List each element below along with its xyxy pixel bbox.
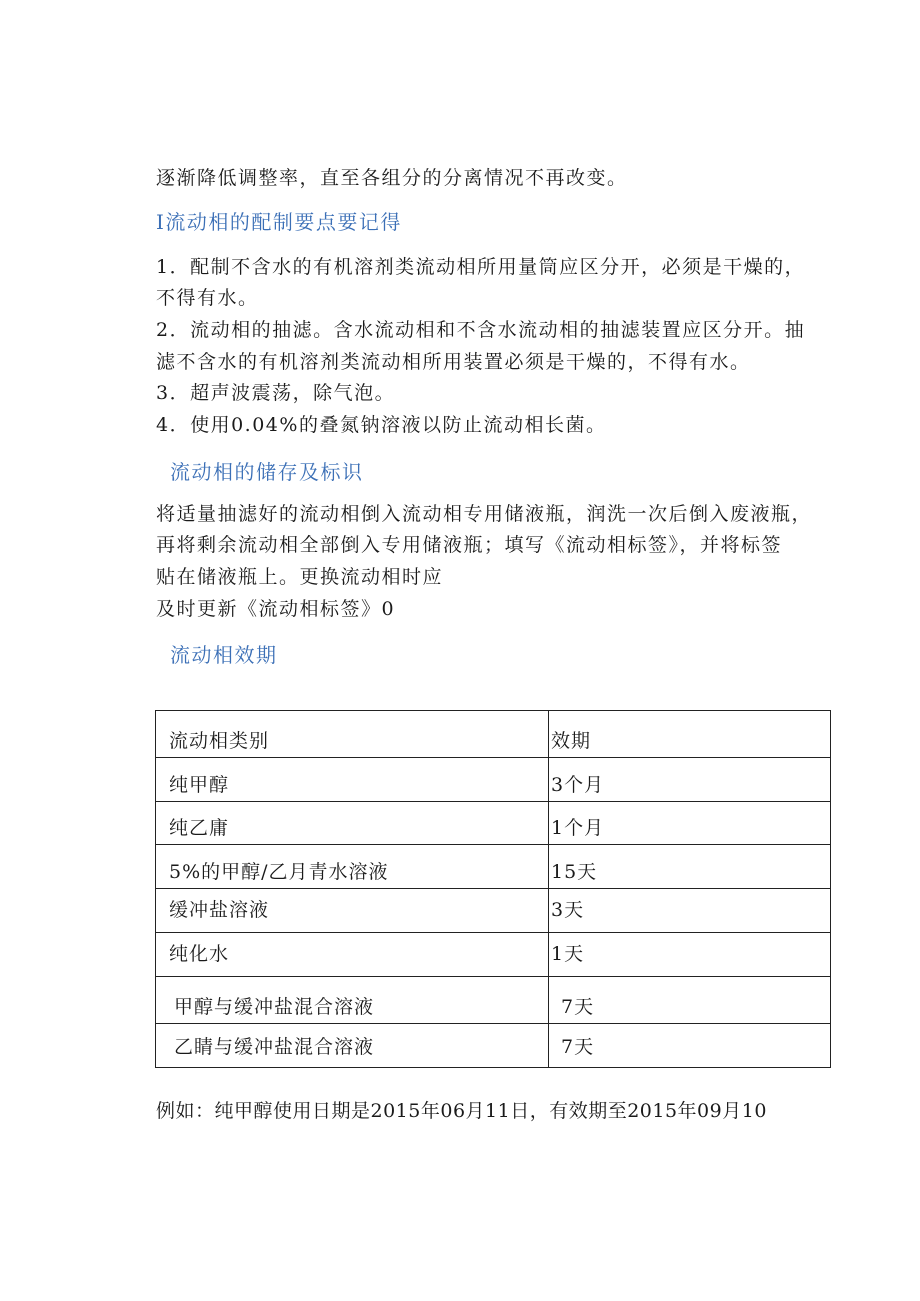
row-period: 1个月	[549, 802, 831, 845]
prep-item-number: 1	[156, 256, 170, 278]
prep-item-1-line-1	[156, 255, 805, 279]
prep-item-3-line-1	[156, 381, 395, 405]
prep-item-4-line-1	[156, 413, 606, 437]
row-category: 5%的甲醇/乙月青水溶液	[156, 845, 549, 889]
validity-table	[155, 710, 831, 1068]
row-period: 15天	[549, 845, 831, 889]
table-header-row	[156, 711, 831, 758]
storage-line-1: 将适量抽滤好的流动相倒入流动相专用储液瓶，润洗一次后倒入废液瓶，	[156, 503, 813, 525]
table-row	[156, 758, 831, 802]
prep-item-text: ．流动相的抽滤。含水流动相和不含水流动相的抽滤装置应区分开。抽	[169, 319, 806, 341]
prep-item-text: ．配制不含水的有机溶剂类流动相所用量筒应区分开，必须是干燥的，	[169, 256, 806, 278]
table-row	[156, 889, 831, 933]
table-row	[156, 845, 831, 889]
table-row	[156, 802, 831, 845]
row-period: 1天	[549, 933, 831, 977]
storage-line-3: 贴在储液瓶上。更换流动相时应	[156, 566, 444, 588]
prep-item-number: 4	[156, 414, 170, 436]
row-period: 3天	[549, 889, 831, 933]
table-row	[156, 977, 831, 1024]
table-row	[156, 1024, 831, 1068]
row-category: 甲醇与缓冲盐混合溶液	[156, 977, 549, 1024]
intro-text: 逐渐降低调整率，直至各组分的分离情况不再改变。	[156, 167, 628, 189]
section-heading-storage: 流动相的储存及标识	[170, 460, 364, 484]
prep-item-text: ．超声波震荡，除气泡。	[169, 382, 396, 404]
prep-item-number: 3	[156, 382, 170, 404]
storage-line-2: 再将剩余流动相全部倒入专用储液瓶；填写《流动相标签》，并将标签	[156, 534, 783, 556]
prep-item-2-line-2: 滤不含水的有机溶剂类流动相所用装置必须是干燥的，不得有水。	[156, 351, 751, 373]
row-category: 缓冲盐溶液	[156, 889, 549, 933]
row-period: 3个月	[549, 758, 831, 802]
example-text: 例如：纯甲醇使用日期是2015年06月11日，有效期至2015年09月10	[156, 1100, 767, 1122]
prep-item-text: ．使用0.04%的叠氮钠溶液以防止流动相长菌。	[169, 414, 607, 436]
row-category: 纯乙庸	[156, 802, 549, 845]
row-period: 7天	[549, 977, 831, 1024]
row-category: 纯甲醇	[156, 758, 549, 802]
storage-line-4: 及时更新《流动相标签》0	[156, 598, 396, 620]
row-category: 乙睛与缓冲盐混合溶液	[156, 1024, 549, 1068]
section-heading-preparation: I流动相的配制要点要记得	[156, 210, 402, 234]
header-category: 流动相类别	[156, 711, 549, 758]
table-row	[156, 933, 831, 977]
prep-item-number: 2	[156, 319, 170, 341]
header-period: 效期	[549, 711, 831, 758]
prep-item-1-line-2: 不得有水。	[156, 287, 259, 309]
section-heading-validity: 流动相效期	[170, 643, 278, 667]
row-period: 7天	[549, 1024, 831, 1068]
prep-item-2-line-1	[156, 318, 805, 342]
row-category: 纯化水	[156, 933, 549, 977]
